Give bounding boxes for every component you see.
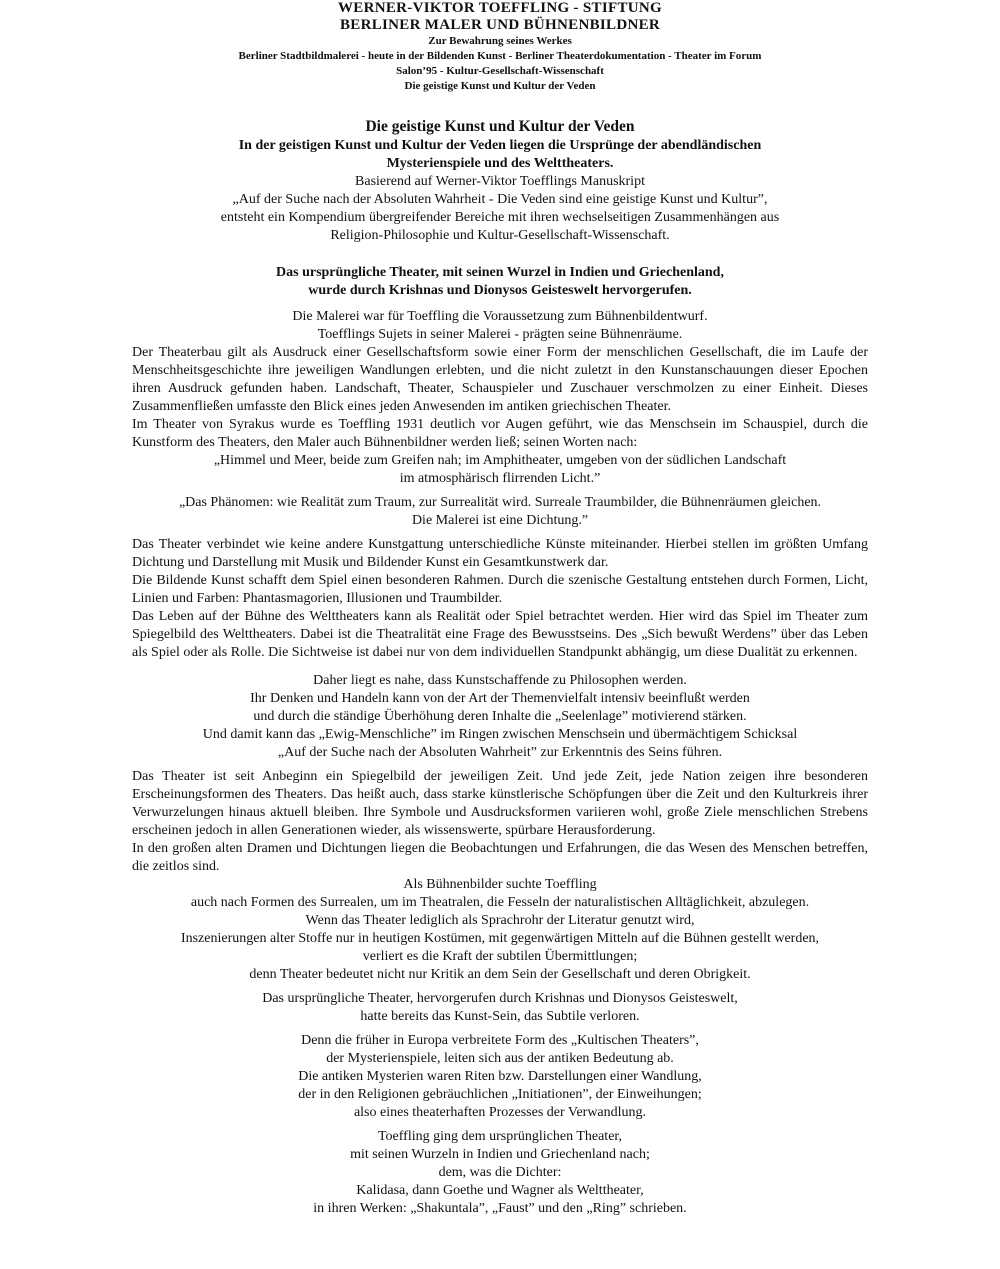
- header-line: Die geistige Kunst und Kultur der Veden: [404, 80, 596, 92]
- final-line: Kalidasa, dann Goethe und Wagner als Welttheater,: [356, 1183, 644, 1198]
- final-line: Toeffling ging dem ursprünglichen Theater,: [377, 1129, 623, 1144]
- final-block: [0, 1128, 1000, 1218]
- final-line: in ihren Werken: „Shakuntala”, „Faust” und den „Ring” schrieben.: [313, 1201, 687, 1216]
- philosophy-line: „Auf der Suche nach der Absoluten Wahrheit” zur Erkenntnis des Seins führen.: [277, 745, 723, 760]
- stage-line: auch nach Formen des Surrealen, um im Theatralen, die Fesseln der naturalistischen Alltäglichkeit, abzulegen.: [190, 895, 810, 910]
- paragraph: Das Theater verbindet wie keine andere Kunstgattung unterschiedliche Künste miteinander. Hierbei stellen im größten Umfang Dichtung und Darstellung mit Musik und Bildender Kunst ein Gesamtkunstwerk dar.: [132, 537, 868, 570]
- paragraph: In den großen alten Dramen und Dichtungen liegen die Beobachtungen und Erfahrungen, die das Wesen des Menschen betreffen, die zeitlos sind.: [132, 841, 868, 874]
- intro-bold-line: In der geistigen Kunst und Kultur der Veden liegen die Ursprünge der abendländischen: [238, 138, 762, 153]
- cult-line: Denn die früher in Europa verbreitete Form des „Kultischen Theaters”,: [301, 1033, 699, 1048]
- stage-line: Inszenierungen alter Stoffe nur in heutigen Kostümen, mit gegenwärtigen Mitteln auf die Bühnen gestellt werden,: [180, 931, 820, 946]
- origin-block: [0, 990, 1000, 1026]
- intro-line: Religion-Philosophie und Kultur-Gesellschaft-Wissenschaft.: [330, 228, 670, 243]
- theme-line: Toefflings Sujets in seiner Malerei - prägten seine Bühnenräume.: [317, 327, 683, 342]
- philosophy-block: [0, 672, 1000, 762]
- origin-line: Das ursprüngliche Theater, hervorgerufen durch Krishnas und Dionysos Geisteswelt,: [262, 991, 738, 1006]
- header-line: Salon’95 - Kultur-Gesellschaft-Wissenschaft: [396, 65, 604, 77]
- quote-line: „Himmel und Meer, beide zum Greifen nah; im Amphitheater, umgeben von der südlichen Landschaft: [213, 453, 787, 468]
- body-paragraphs-2: [132, 536, 868, 662]
- final-line: dem, was die Dichter:: [438, 1165, 562, 1180]
- philosophy-line: Daher liegt es nahe, dass Kunstschaffende zu Philosophen werden.: [313, 673, 687, 688]
- theme-line: Die Malerei war für Toeffling die Voraussetzung zum Bühnenbildentwurf.: [292, 309, 708, 324]
- quote-line: „Das Phänomen: wie Realität zum Traum, zur Surrealität wird. Surreale Traumbilder, die Bühnenräumen gleichen.: [178, 495, 822, 510]
- philosophy-line: und durch die ständige Überhöhung deren Inhalte die „Seelenlage” motivierend stärken.: [253, 709, 747, 724]
- cult-line: also eines theaterhaften Prozesses der Verwandlung.: [353, 1105, 647, 1120]
- intro-line: „Auf der Suche nach der Absoluten Wahrheit - Die Veden sind eine geistige Kunst und Kultur”,: [232, 192, 768, 207]
- stage-block: [0, 876, 1000, 984]
- page-title: Die geistige Kunst und Kultur der Veden: [365, 118, 635, 135]
- foundation-name: WERNER-VIKTOR TOEFFLING - STIFTUNG: [337, 0, 662, 16]
- paragraph: Das Theater ist seit Anbeginn ein Spiegelbild der jeweiligen Zeit. Und jede Zeit, jede Nation zeigen ihre besonderen Erscheinungsformen des Theaters. Das heißt auch, dass starke künstlerische Schöpfungen über die Zeit und den Kulturkreis ihrer Verwurzelungen hinaus aktuell bleiben. Ihre Symbole und Ausdrucksformen variieren wohl, große Ziele menschlichen Strebens erscheinen jedoch in allen Generationen wieder, als wissenswerte, spürbare Herausforderung.: [132, 769, 868, 838]
- body-paragraphs-3: [132, 768, 868, 876]
- theme-section: [0, 264, 1000, 344]
- quote-line: im atmosphärisch flirrenden Licht.”: [399, 471, 601, 486]
- philosophy-line: Und damit kann das „Ewig-Menschliche” im Ringen zwischen Menschsein und übermächtigem Schicksal: [202, 727, 798, 742]
- theme-bold-line: wurde durch Krishnas und Dionysos Geisteswelt hervorgerufen.: [308, 283, 692, 298]
- final-line: mit seinen Wurzeln in Indien und Griechenland nach;: [350, 1147, 650, 1162]
- theme-bold-line: Das ursprüngliche Theater, mit seinen Wurzel in Indien und Griechenland,: [276, 265, 724, 280]
- paragraph: Das Leben auf der Bühne des Welttheaters kann als Realität oder Spiel betrachtet werden. Hier wird das Spiel im Theater zum Spiegelbild des Welttheaters. Dabei ist die Theatralität eine Frage des Bewusstseins. Des „Sich bewußt Werdens” über das Leben als Spiel oder als Rolle. Die Sichtweise ist dabei nur von dem individuellen Standpunkt abhängig, um diese Dualität zu erkennen.: [132, 609, 868, 660]
- stage-line: verliert es die Kraft der subtilen Übermittlungen;: [362, 949, 638, 964]
- paragraph: Im Theater von Syrakus wurde es Toeffling 1931 deutlich vor Augen geführt, wie das Menschsein im Schauspiel, durch die Kunstform des Theaters, den Maler auch Bühnenbildner werden ließ; seinen Worten nach:: [132, 417, 868, 450]
- intro-line: entsteht ein Kompendium übergreifender Bereiche mit ihren wechselseitigen Zusammenhängen aus: [220, 210, 780, 225]
- stage-line: Als Bühnenbilder suchte Toeffling: [403, 877, 597, 892]
- foundation-subtitle: BERLINER MALER UND BÜHNENBILDNER: [339, 17, 661, 33]
- letterhead: [0, 0, 1000, 94]
- header-line: Zur Bewahrung seines Werkes: [428, 35, 572, 47]
- cult-line: der Mysterienspiele, leiten sich aus der antiken Bedeutung ab.: [326, 1051, 674, 1066]
- cult-block: [0, 1032, 1000, 1122]
- intro-bold-line: Mysterienspiele und des Welttheaters.: [386, 156, 614, 171]
- header-line: Berliner Stadtbildmalerei - heute in der Bildenden Kunst - Berliner Theaterdokumentation - Theater im Forum: [238, 50, 762, 62]
- intro-section: [0, 117, 1000, 245]
- cult-line: der in den Religionen gebräuchlichen „Initiationen”, der Einweihungen;: [298, 1087, 702, 1102]
- philosophy-line: Ihr Denken und Handeln kann von der Art der Themenvielfalt intensiv beeinflußt werden: [250, 691, 750, 706]
- paragraph: Der Theaterbau gilt als Ausdruck einer Gesellschaftsform sowie einer Form der menschlichen Gesellschaft, die im Laufe der Menschheitsgeschichte ihre jeweiligen Wandlungen erlebten, und die nicht zuletzt in den Kunstanschauungen dieser Epochen ihren Ausdruck gefunden haben. Landschaft, Theater, Schauspieler und Zuschauer verschmolzen zu einer Einheit. Dieses Zusammenfließen umfasste den Blick eines jeden Anwesenden im antiken griechischen Theater.: [132, 345, 868, 414]
- origin-line: hatte bereits das Kunst-Sein, das Subtile verloren.: [360, 1009, 640, 1024]
- intro-line: Basierend auf Werner-Viktor Toefflings Manuskript: [355, 174, 645, 189]
- cult-line: Die antiken Mysterien waren Riten bzw. Darstellungen einer Wandlung,: [298, 1069, 702, 1084]
- stage-line: denn Theater bedeutet nicht nur Kritik an dem Sein der Gesellschaft und deren Obrigkeit.: [249, 967, 751, 982]
- paragraph: Die Bildende Kunst schafft dem Spiel einen besonderen Rahmen. Durch die szenische Gestaltung entstehen durch Formen, Licht, Linien und Farben: Phantasmagorien, Illusionen und Traumbilder.: [132, 573, 868, 606]
- quote-line: Die Malerei ist eine Dichtung.”: [411, 513, 589, 528]
- stage-line: Wenn das Theater lediglich als Sprachrohr der Literatur genutzt wird,: [305, 913, 695, 928]
- body-paragraphs-1: [132, 344, 868, 452]
- quote-block: [0, 452, 1000, 530]
